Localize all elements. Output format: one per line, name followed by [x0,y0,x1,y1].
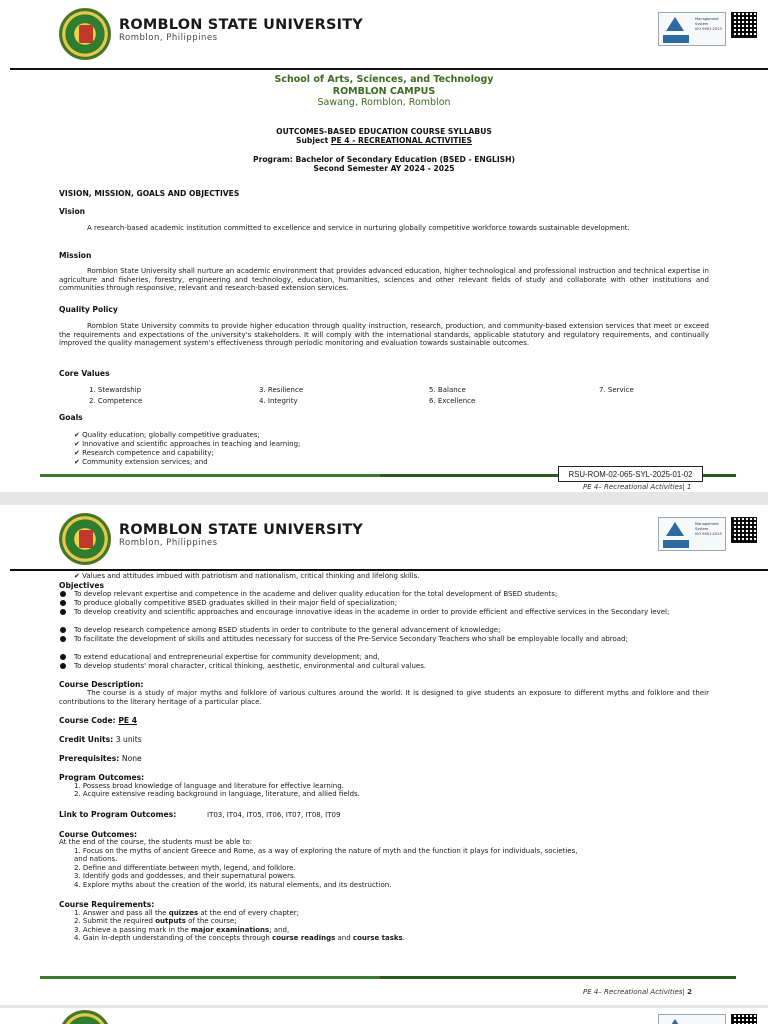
header-divider [10,569,768,571]
core-value-item: 3. Resilience [259,386,304,394]
qr-code-icon [731,1014,757,1024]
course-code-value: PE 4 [118,716,137,725]
course-description-text: The course is a study of major myths and folklore of various cultures around the world. It is designed to give students an exposure to different myths and folklore and their contributions to the literary heritage of a particular place. [59,689,709,706]
objective-item: To develop research competence among BSED students in order to contribute to the general advancement of knowledge; [60,626,500,634]
iso-certification-badge: Management System ISO 9001:2015 [658,12,726,46]
tuv-logo-icon [666,1019,684,1024]
document-code-box: RSU-ROM-02-065-SYL-2025-01-02 [558,466,703,482]
university-seal-logo [59,1010,111,1024]
program-outcome-item: 2. Acquire extensive reading background in language, literature, and allied fields. [74,790,360,798]
campus-address: Sawang, Romblon, Romblon [317,97,451,108]
page-gap [0,492,768,505]
goals-heading: Goals [59,413,83,422]
subject-value: PE 4 - RECREATIONAL ACTIVITIES [330,136,472,145]
objective-item: To facilitate the development of skills and attitudes necessary for success of the Pre-Service Secondary Teachers who shall be employable locally and abroad; [60,635,725,643]
tuv-logo-icon [666,17,684,31]
objective-item: To develop students' moral character, critical thinking, aesthetic, environmental and cultural values. [60,662,426,670]
course-outcome-item: 2. Define and differentiate between myth, legend, and folklore. [74,864,296,872]
header-divider [10,68,768,70]
university-location: Romblon, Philippines [119,33,218,43]
credit-units-line: Credit Units: 3 units [59,735,142,744]
link-program-outcomes-heading: Link to Program Outcomes: [59,810,177,819]
core-value-item: 5. Balance [429,386,466,394]
page-footer-label: PE 4– Recreational Activities| 2 [583,988,692,996]
page-header [0,505,768,573]
core-value-item: 1. Stewardship [89,386,142,394]
vmgo-heading: VISION, MISSION, GOALS AND OBJECTIVES [59,189,240,198]
goal-item: ✔ Innovative and scientific approaches in teaching and learning; [74,440,301,448]
iso-certification-badge [658,1014,726,1024]
qr-code-icon [731,12,757,38]
course-outcomes-heading: Course Outcomes: [59,830,138,839]
university-seal-logo [59,513,111,565]
page-footer-label: PE 4– Recreational Activities| 1 [583,483,692,491]
vision-text: A research-based academic institution committed to excellence and service in nurturing globally competitive workforce towards sustainable development. [87,224,630,232]
goal-item: ✔ Community extension services; and [74,458,208,466]
course-outcome-item: 1. Focus on the myths of ancient Greece and Rome, as a way of exploring the nature of myth and the function it plays for individuals, societies, [74,847,578,855]
objectives-heading: Objectives [59,581,104,590]
course-outcome-item: 4. Explore myths about the creation of the world, its natural elements, and its destruction. [74,881,392,889]
course-requirement-item: 4. Gain in-depth understanding of the concepts through course readings and course tasks. [74,934,405,942]
university-name: ROMBLON STATE UNIVERSITY [119,522,363,538]
quality-policy-heading: Quality Policy [59,305,118,314]
program-line: Program: Bachelor of Secondary Education (BSED - ENGLISH) [253,155,515,164]
objective-item: To develop creativity and scientific approaches and encourage innovative ideas in the academe in order to provide efficient and effective services in the Secondary level; [60,608,725,616]
course-code-line: Course Code: PE 4 [59,716,137,725]
footer-bar [40,976,736,979]
iso-certification-badge: Management System ISO 9001:2015 [658,517,726,551]
syllabus-page-1 [0,0,768,492]
program-outcome-item: 1. Possess broad knowledge of language and literature for effective learning. [74,782,344,790]
syllabus-page-2 [0,505,768,1005]
goal-item: ✔ Research competence and capability; [74,449,214,457]
university-location: Romblon, Philippines [119,538,218,548]
goal-item: ✔ Quality education; globally competitive graduates; [74,431,260,439]
core-value-item: 4. Integrity [259,397,298,405]
goal-item: ✔ Values and attitudes imbued with patriotism and nationalism, critical thinking and lifelong skills. [74,572,420,580]
school-name: School of Arts, Sciences, and Technology [274,74,494,85]
semester-line: Second Semester AY 2024 - 2025 [313,164,455,173]
university-name: ROMBLON STATE UNIVERSITY [119,17,363,33]
subject-line: Subject PE 4 - RECREATIONAL ACTIVITIES [296,136,472,145]
core-values-heading: Core Values [59,369,110,378]
objective-item: To produce globally competitive BSED graduates skilled in their major field of specialization; [60,599,397,607]
syllabus-page-3-partial [0,1008,768,1024]
tuv-logo-icon [666,522,684,536]
program-outcomes-heading: Program Outcomes: [59,773,145,782]
qr-code-icon [731,517,757,543]
objective-item: To extend educational and entrepreneurial expertise for community development; and, [60,653,380,661]
university-seal-logo [59,8,111,60]
course-outcomes-intro: At the end of the course, the students must be able to: [59,838,253,846]
vision-heading: Vision [59,207,86,216]
syllabus-title: OUTCOMES-BASED EDUCATION COURSE SYLLABUS [276,127,492,136]
mission-heading: Mission [59,251,92,260]
course-requirement-item: 3. Achieve a passing mark in the major examinations; and, [74,926,290,934]
course-description-heading: Course Description: [59,680,144,689]
core-value-item: 7. Service [599,386,634,394]
quality-policy-text: Romblon State University commits to provide higher education through quality instruction, research, production, and community-based extension services that meet or exceed the requirements and expectations of the university's stakeholders. It will comply with the international standards, applicable statutory and regulatory requirements, and continually improved the quality management system's effectiveness through periodic monitoring and evaluation towards sustainable outcomes. [59,322,709,348]
mission-text: Romblon State University shall nurture an academic environment that provides advanced education, higher technological and professional instruction and technical expertise in agriculture and fisheries, forestry, engineering and technology, education, humanities, sciences and other relevant fields of study and collaborate with other institutions and communities through responsive, relevant and research-based extension services. [59,267,709,293]
core-value-item: 2. Competence [89,397,143,405]
course-outcome-item: and nations. [74,855,118,863]
campus-name: ROMBLON CAMPUS [332,86,436,97]
objective-item: To develop relevant expertise and competence in the academe and deliver quality education for the total development of BSED students; [60,590,557,598]
course-outcome-item: 3. Identify gods and goddesses, and their supernatural powers. [74,872,296,880]
course-requirements-heading: Course Requirements: [59,900,155,909]
page-header [0,0,768,68]
core-value-item: 6. Excellence [429,397,476,405]
link-program-outcomes-value: IT03, IT04, IT05, IT06, IT07, IT08, IT09 [207,811,341,819]
course-requirement-item: 2. Submit the required outputs of the course; [74,917,237,925]
course-requirement-item: 1. Answer and pass all the quizzes at the end of every chapter; [74,909,300,917]
prerequisites-line: Prerequisites: None [59,754,142,763]
